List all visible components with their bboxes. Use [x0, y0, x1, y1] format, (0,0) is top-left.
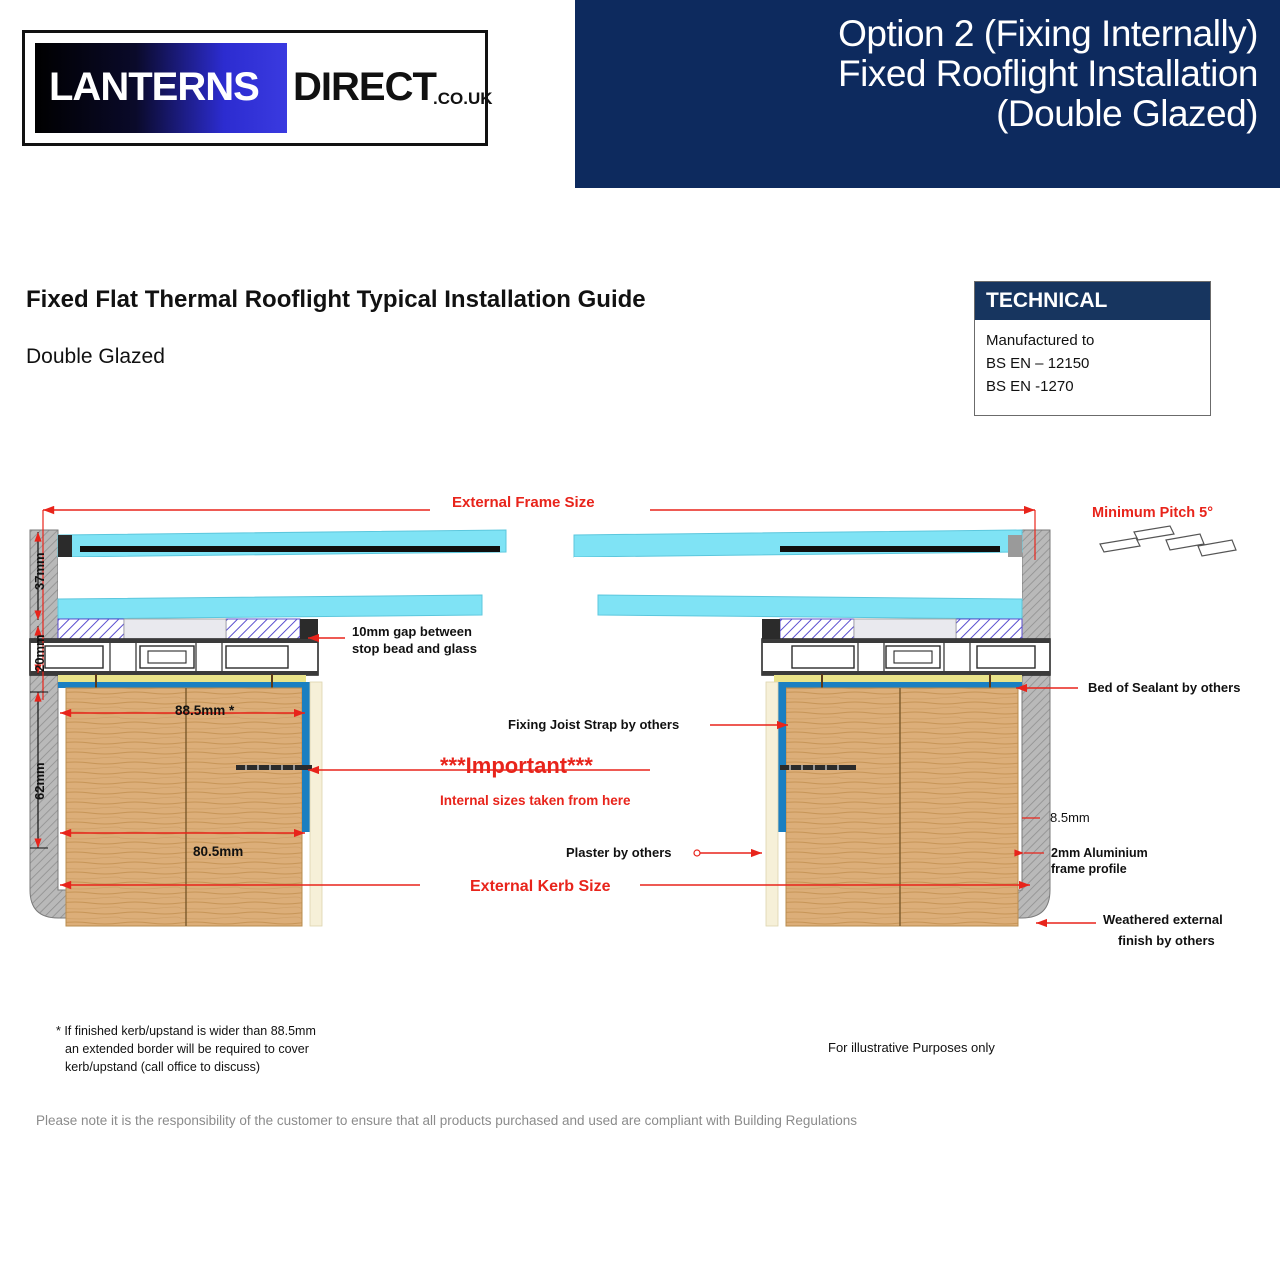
label-important: ***Important***: [440, 753, 593, 778]
label-alu-line-2: frame profile: [1051, 862, 1127, 876]
footnote-line-3: kerb/upstand (call office to discuss): [65, 1060, 261, 1075]
label-important-sub: Internal sizes taken from here: [440, 793, 631, 808]
label-external-kerb-size: External Kerb Size: [470, 878, 611, 895]
header-title-line-3: (Double Glazed): [996, 92, 1258, 134]
footnote-line-1: * If finished kerb/upstand is wider than 88.5mm: [56, 1024, 316, 1038]
logo-word-direct: DIRECT: [293, 65, 436, 109]
label-dim-80-5mm: 80.5mm: [193, 844, 244, 859]
logo: [22, 30, 493, 146]
label-weathered-line-2: finish by others: [1118, 933, 1215, 948]
label-dim-62mm: 62mm: [32, 762, 47, 800]
technical-line-2: BS EN – 12150: [986, 355, 1090, 372]
label-gap-note-line-2: stop bead and glass: [352, 641, 477, 656]
diagram-svg: [0, 460, 1280, 1040]
logo-word-lanterns: LANTERNS: [49, 65, 259, 109]
header-title: [598, 14, 1258, 134]
footnote-line-2: an extended border will be required to cover: [65, 1042, 309, 1057]
illustrative-note: For illustrative Purposes only: [828, 1040, 995, 1055]
logo-domain-suffix: .CO.UK: [433, 89, 493, 108]
technical-box: [974, 281, 1211, 416]
label-dim-20mm: 20mm: [32, 634, 47, 672]
label-dim-8-5mm: 8.5mm: [1050, 810, 1090, 825]
header-title-line-1: Option 2 (Fixing Internally): [838, 13, 1258, 54]
label-dim-88-5mm: 88.5mm *: [175, 703, 235, 718]
installation-diagram: [0, 460, 1280, 1040]
technical-heading: TECHNICAL: [975, 282, 1210, 320]
page-title: Fixed Flat Thermal Rooflight Typical Installation Guide: [26, 286, 646, 313]
label-weathered-line-1: Weathered external: [1103, 912, 1223, 927]
label-alu-line-1: 2mm Aluminium: [1051, 846, 1148, 860]
label-bed-of-sealant: Bed of Sealant by others: [1088, 680, 1241, 695]
technical-line-1: Manufactured to: [986, 332, 1095, 349]
technical-line-3: BS EN -1270: [986, 378, 1074, 395]
label-fixing-joist-strap: Fixing Joist Strap by others: [508, 717, 680, 732]
label-external-frame-size: External Frame Size: [452, 494, 595, 511]
logo-inner: [35, 43, 493, 133]
label-dim-37mm: 37mm: [32, 552, 47, 590]
label-minimum-pitch: Minimum Pitch 5°: [1092, 505, 1214, 521]
page-subtitle: Double Glazed: [26, 345, 165, 368]
header-title-line-2: Fixed Rooflight Installation: [838, 52, 1258, 94]
footnote: [56, 1022, 316, 1076]
label-gap-note-line-1: 10mm gap between: [352, 624, 472, 639]
disclaimer: Please note it is the responsibility of the customer to ensure that all products purchased and used are compliant with Building Regulations: [36, 1113, 857, 1128]
label-plaster: Plaster by others: [566, 845, 672, 860]
